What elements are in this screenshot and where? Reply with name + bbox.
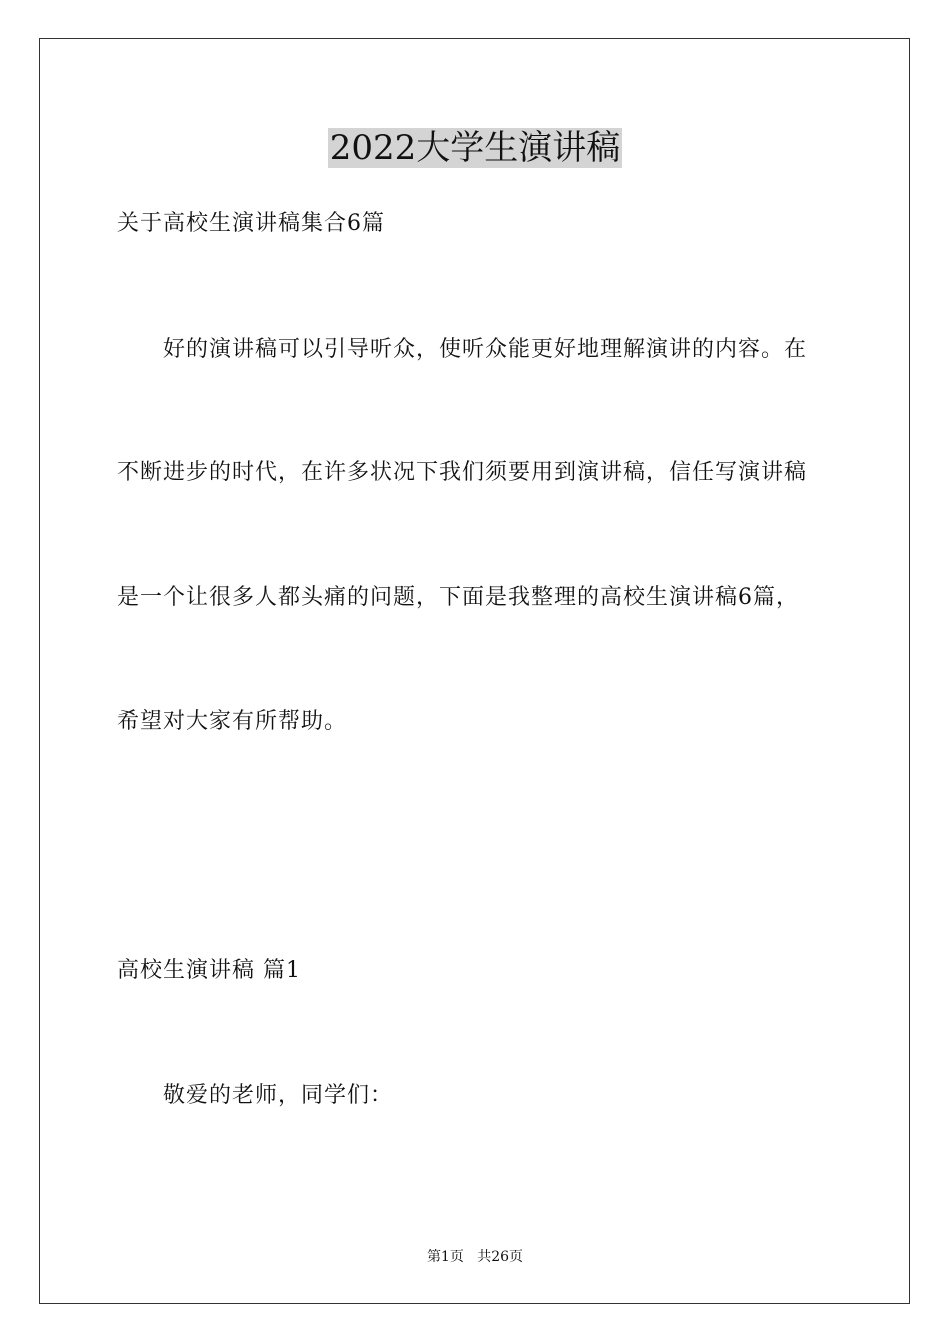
intro-line-4: 希望对大家有所帮助。 bbox=[117, 709, 348, 734]
page-footer bbox=[0, 1248, 950, 1266]
page-number: 第1页 bbox=[426, 1249, 464, 1265]
greeting: 敬爱的老师，同学们： bbox=[163, 1083, 394, 1108]
document-subtitle: 关于高校生演讲稿集合6篇 bbox=[117, 211, 385, 236]
section-heading: 高校生演讲稿 篇1 bbox=[117, 958, 301, 983]
page-total: 共26页 bbox=[477, 1249, 524, 1265]
intro-line-3: 是一个让很多人都头痛的问题，下面是我整理的高校生演讲稿6篇， bbox=[117, 585, 799, 610]
intro-line-2: 不断进步的时代，在许多状况下我们须要用到演讲稿，信任写演讲稿 bbox=[117, 460, 808, 485]
intro-line-1: 好的演讲稿可以引导听众，使听众能更好地理解演讲的内容。在 bbox=[163, 337, 808, 362]
title-container bbox=[0, 128, 950, 168]
document-title: 2022大学生演讲稿 bbox=[329, 128, 621, 168]
